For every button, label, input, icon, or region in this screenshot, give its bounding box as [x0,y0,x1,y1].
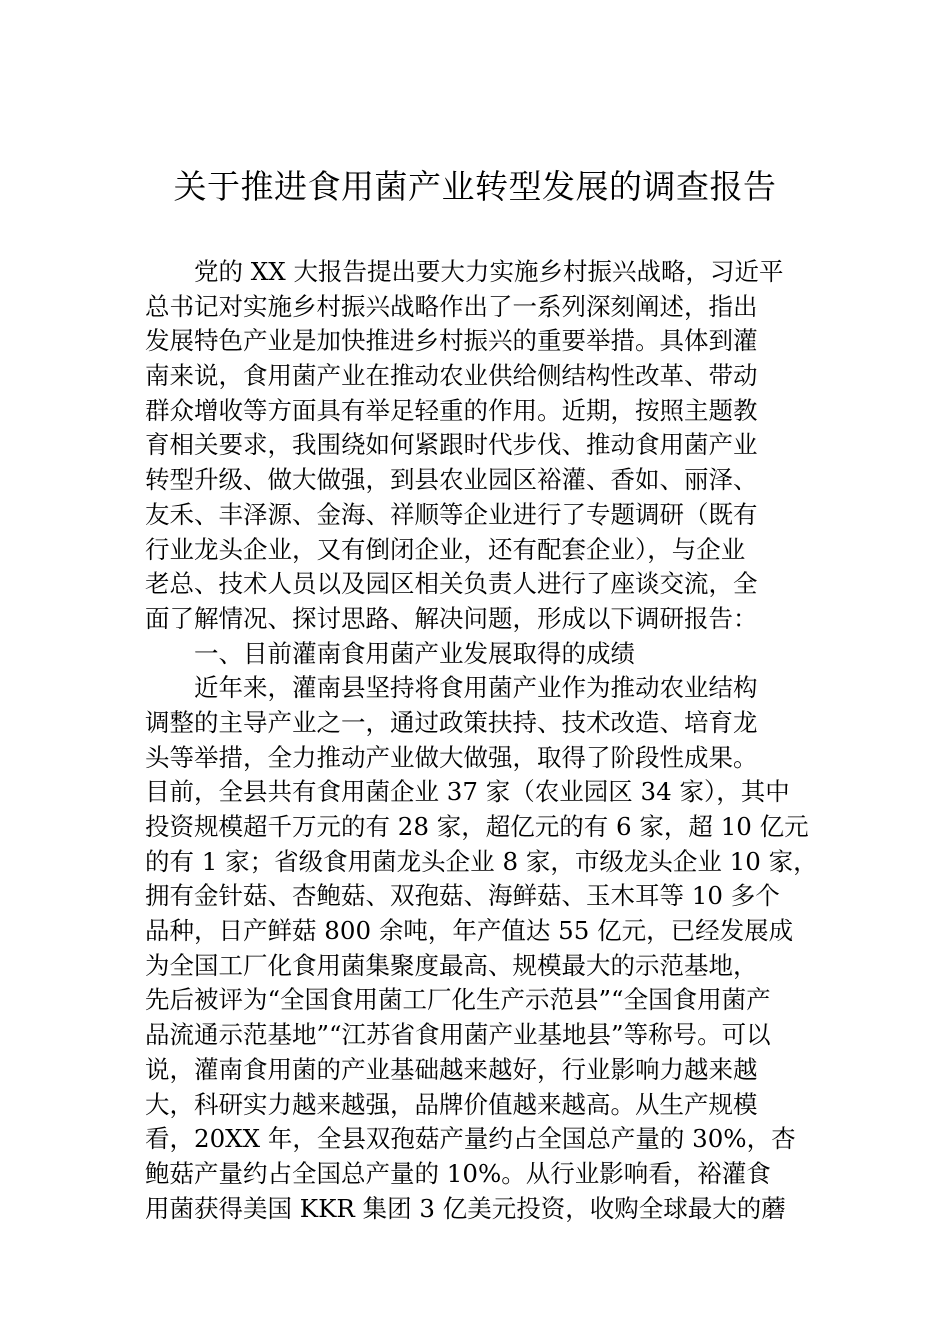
paragraph-line: 的有 1 家；省级食用菌龙头企业 8 家，市级龙头企业 10 家， [145,846,818,876]
paragraph-line: 鲍菇产量约占全国总产量的 10%。从行业影响看，裕灌食 [145,1158,771,1188]
paragraph-line: 看，20XX 年，全县双孢菇产量约占全国总产量的 30%，杏 [145,1124,796,1154]
paragraph-line: 发展特色产业是加快推进乡村振兴的重要举措。具体到灌 [145,326,758,356]
paragraph-line: 品流通示范基地”“江苏省食用菌产业基地县”等称号。可以 [145,1020,771,1050]
paragraph-line: 友禾、丰泽源、金海、祥顺等企业进行了专题调研（既有 [145,499,758,529]
paragraph-line: 党的 XX 大报告提出要大力实施乡村振兴战略，习近平 [194,257,784,286]
document-body [145,255,818,1226]
paragraph-line: 品种，日产鲜菇 800 余吨，年产值达 55 亿元，已经发展成 [145,916,794,946]
paragraph-line: 为全国工厂化食用菌集聚度最高、规模最大的示范基地， [145,950,758,980]
paragraph-line: 群众增收等方面具有举足轻重的作用。近期，按照主题教 [145,395,758,425]
paragraph-line: 用菌获得美国 KKR 集团 3 亿美元投资，收购全球最大的蘑 [145,1193,786,1223]
paragraph-line: 目前，全县共有食用菌企业 37 家（农业园区 34 家），其中 [145,777,790,807]
paragraph-line: 南来说，食用菌产业在推动农业供给侧结构性改革、带动 [145,361,758,391]
paragraph-line: 行业龙头企业，又有倒闭企业，还有配套企业），与企业 [145,534,746,564]
paragraph-line: 头等举措，全力推动产业做大做强，取得了阶段性成果。 [145,742,758,772]
paragraph-line: 近年来，灌南县坚持将食用菌产业作为推动农业结构 [194,673,758,703]
paragraph-line: 转型升级、做大做强，到县农业园区裕灌、香如、丽泽、 [145,465,758,495]
paragraph-line: 面了解情况、探讨思路、解决问题，形成以下调研报告： [145,603,758,633]
paragraph-line: 说，灌南食用菌的产业基础越来越好，行业影响力越来越 [145,1054,758,1084]
paragraph-line: 调整的主导产业之一，通过政策扶持、技术改造、培育龙 [145,707,758,737]
paragraph-line: 先后被评为“全国食用菌工厂化生产示范县”“全国食用菌产 [145,985,771,1015]
document-title: 关于推进食用菌产业转型发展的调查报告 [173,167,777,206]
paragraph-line: 大，科研实力越来越强，品牌价值越来越高。从生产规模 [145,1089,758,1119]
paragraph-line: 总书记对实施乡村振兴战略作出了一系列深刻阐述，指出 [145,291,758,321]
section-heading: 一、目前灌南食用菌产业发展取得的成绩 [194,638,635,668]
paragraph-line: 老总、技术人员以及园区相关负责人进行了座谈交流，全 [145,569,758,599]
paragraph-line: 育相关要求，我围绕如何紧跟时代步伐、推动食用菌产业 [145,430,758,460]
paragraph-line: 投资规模超千万元的有 28 家，超亿元的有 6 家，超 10 亿元 [145,812,809,841]
paragraph-line: 拥有金针菇、杏鲍菇、双孢菇、海鲜菇、玉木耳等 10 多个 [145,881,780,911]
